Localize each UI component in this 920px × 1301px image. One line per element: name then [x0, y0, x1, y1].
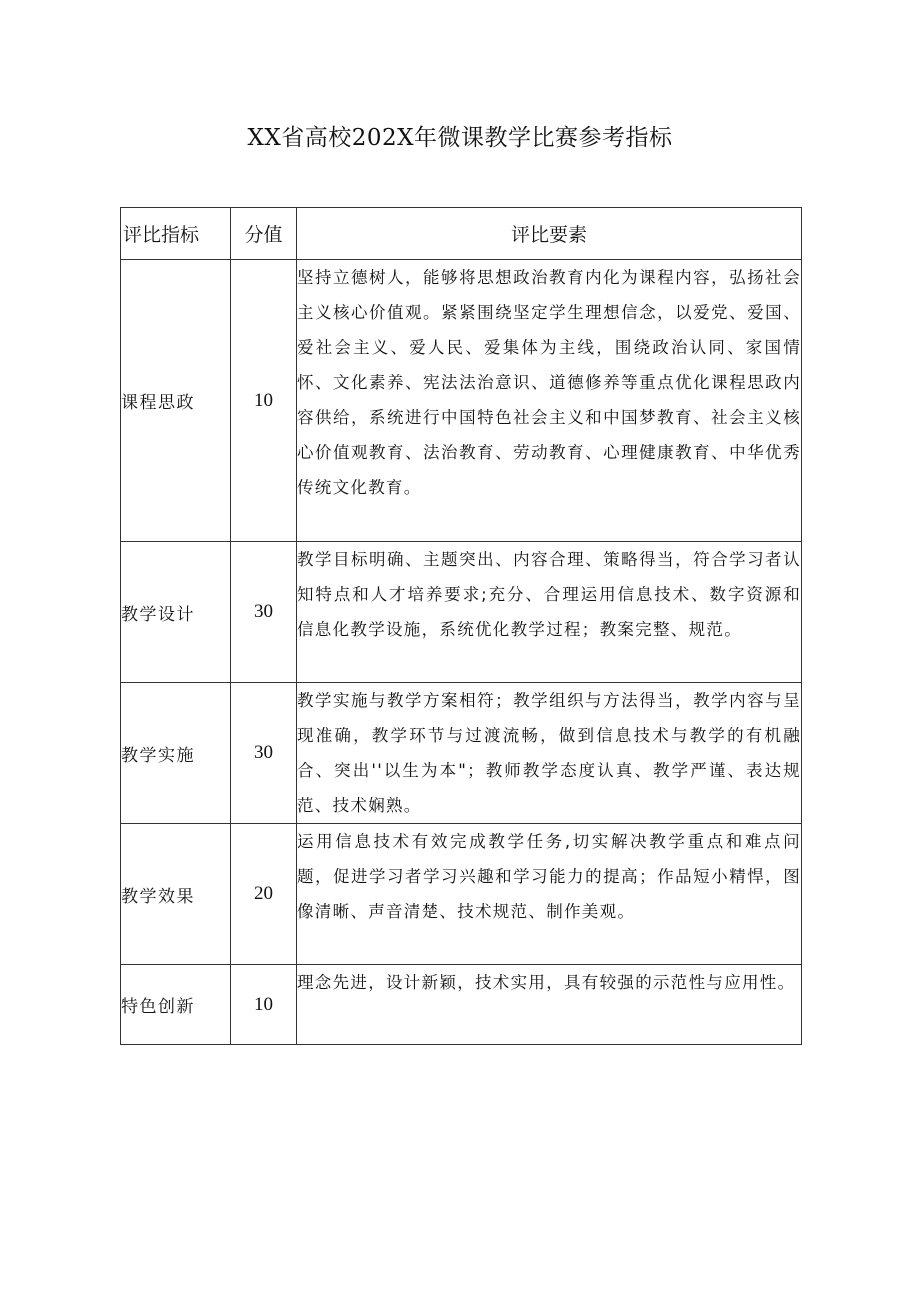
criteria-table [120, 207, 802, 1045]
row-elements: 教学目标明确、主题突出、内容合理、策略得当，符合学习者认知特点和人才培养要求;充分、合理运用信息技术、数字资源和信息化教学设施，系统优化教学过程；教案完整、规范。 [297, 542, 802, 683]
row-score: 10 [231, 260, 297, 542]
row-score: 10 [231, 965, 297, 1045]
table-row [121, 965, 802, 1045]
table-header-row [121, 208, 802, 260]
row-indicator: 教学效果 [121, 824, 231, 965]
row-score: 30 [231, 683, 297, 824]
row-indicator: 教学设计 [121, 542, 231, 683]
document-title: XX省高校202X年微课教学比赛参考指标 [247, 125, 673, 151]
row-elements: 理念先进，设计新颖，技术实用，具有较强的示范性与应用性。 [297, 965, 802, 1045]
table-row [121, 683, 802, 824]
table-row [121, 260, 802, 542]
row-elements: 教学实施与教学方案相符；教学组织与方法得当，教学内容与呈现准确，教学环节与过渡流畅，做到信息技术与教学的有机融合、突出''以生为本"；教师教学态度认真、教学严谨、表达规范、技术娴熟。 [297, 683, 802, 824]
row-elements: 运用信息技术有效完成教学任务,切实解决教学重点和难点问题，促进学习者学习兴趣和学习能力的提高；作品短小精悍，图像清晰、声音清楚、技术规范、制作美观。 [297, 824, 802, 965]
row-indicator: 特色创新 [121, 965, 231, 1045]
row-elements: 坚持立德树人，能够将思想政治教育内化为课程内容，弘扬社会主义核心价值观。紧紧围绕坚定学生理想信念，以爱党、爱国、爱社会主义、爱人民、爱集体为主线，围绕政治认同、家国情怀、文化素养、宪法法治意识、道德修养等重点优化课程思政内容供给，系统进行中国特色社会主义和中国梦教育、社会主义核心价值观教育、法治教育、劳动教育、心理健康教育、中华优秀传统文化教育。 [297, 260, 802, 542]
header-elements: 评比要素 [297, 208, 802, 260]
table-row [121, 542, 802, 683]
row-indicator: 课程思政 [121, 260, 231, 542]
header-indicator: 评比指标 [121, 208, 231, 260]
row-score: 20 [231, 824, 297, 965]
table-row [121, 824, 802, 965]
row-score: 30 [231, 542, 297, 683]
row-indicator: 教学实施 [121, 683, 231, 824]
header-score: 分值 [231, 208, 297, 260]
